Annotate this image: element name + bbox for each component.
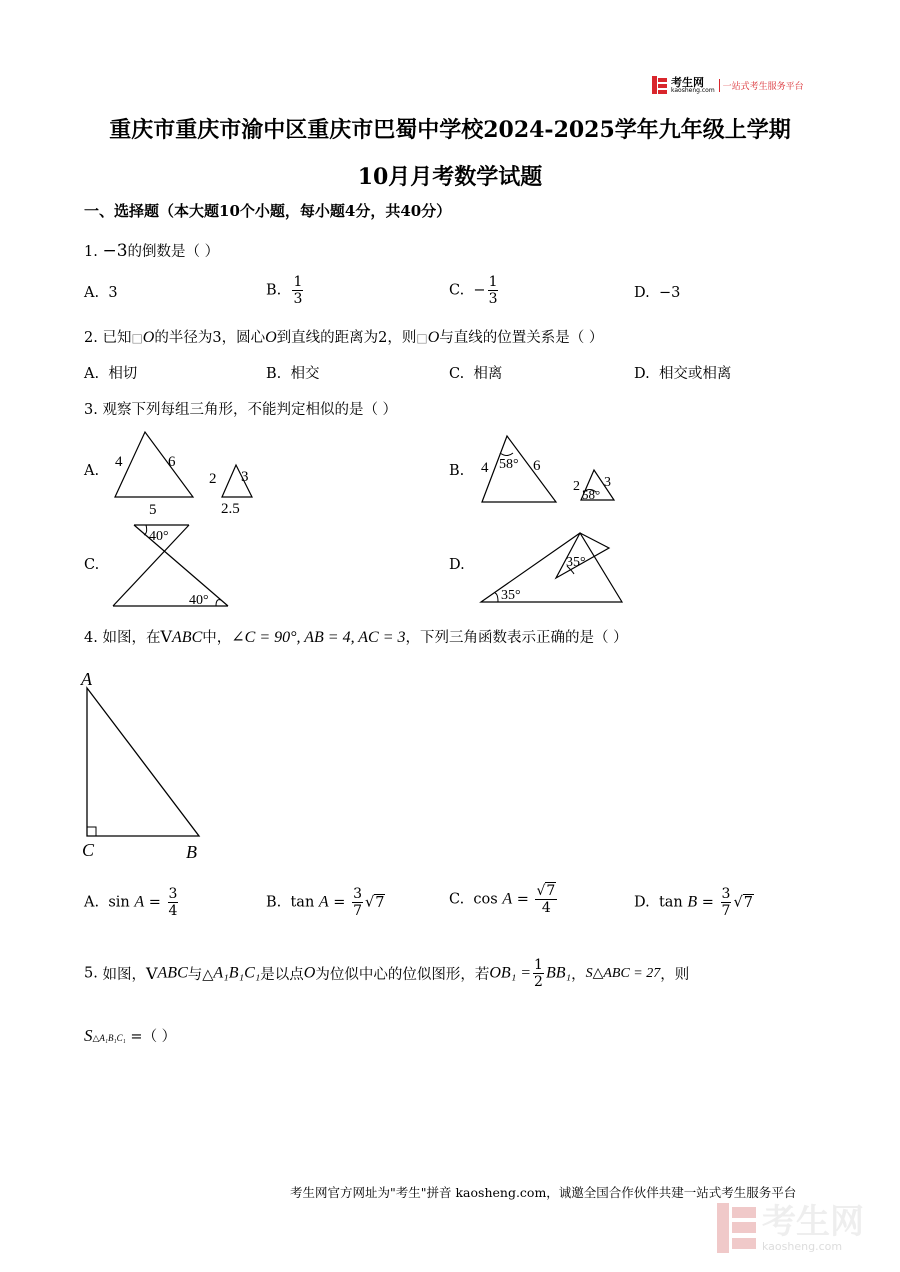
equals: = <box>516 891 529 908</box>
angle-arc <box>495 593 498 602</box>
q1-text: 的倒数是（ ） <box>127 244 220 260</box>
q3-number: 3. <box>84 402 98 418</box>
triangle-symbol: V <box>160 627 173 646</box>
logo-brand: 考生网 <box>671 75 704 89</box>
section-heading: 一、选择题（本大题10个小题，每小题4分，共40分） <box>84 202 452 220</box>
option-label: D. <box>634 894 650 911</box>
q4-text-1: 如图，在 <box>102 630 161 646</box>
area-symbol: S <box>84 1026 93 1045</box>
circle-symbol: □ <box>131 331 143 345</box>
watermark-domain: kaosheng.com <box>762 1239 843 1253</box>
option-label: C. <box>449 282 465 299</box>
footer-text: 考生网官方网址为"考生"拼音 kaosheng.com，诚邀全国合作伙伴共建一站式考生服务平台 <box>290 1185 797 1200</box>
q1-option-c[interactable] <box>449 275 500 306</box>
option-label: D. <box>634 285 650 301</box>
option-label: B. <box>266 894 282 911</box>
option-value: 相交 <box>290 366 320 382</box>
var-o: O <box>427 329 440 346</box>
question-1 <box>84 240 219 261</box>
q5-text-6: ，则 <box>660 967 690 983</box>
side-label: 2.5 <box>221 501 240 517</box>
q2-number: 2. <box>84 330 98 346</box>
logo-domain: kaosheng.com <box>671 86 715 94</box>
q4-text-2: 中， <box>202 630 232 646</box>
minus-sign: − <box>473 282 486 299</box>
triangle-symbol: V <box>145 964 158 983</box>
sqrt: √7 <box>364 894 385 911</box>
right-triangle <box>87 688 199 836</box>
question-3 <box>84 398 397 419</box>
side-label: 2 <box>573 479 580 494</box>
area-abc: S△ABC = 27 <box>585 966 661 981</box>
q5-text-4: 为位似中心的位似图形，若 <box>315 967 490 983</box>
q3-option-b[interactable]: B. <box>449 463 465 479</box>
fraction: $\frac{3}{7}$ <box>353 886 362 919</box>
kaosheng-logo <box>652 76 804 94</box>
angle-label: 40° <box>189 593 209 608</box>
q2-option-b[interactable] <box>266 362 319 383</box>
question-5 <box>84 958 689 989</box>
option-label: C. <box>449 891 465 908</box>
side-label: 3 <box>604 475 611 490</box>
option-label: A. <box>84 285 100 301</box>
q4-option-d[interactable] <box>634 887 754 918</box>
fraction: $\frac{√7}{4}$ <box>536 883 556 916</box>
var-o: O <box>303 964 316 982</box>
q2-text-2: 的半径为3，圆心 <box>154 330 266 346</box>
q4-option-b[interactable] <box>266 887 385 918</box>
q1-number: 1. <box>84 244 98 260</box>
q2-text-1: 已知 <box>102 330 132 346</box>
option-label: D. <box>634 366 650 382</box>
trig-fn: cos <box>473 891 498 908</box>
var-abc: ABC <box>157 964 188 982</box>
q5-text-5: ， <box>571 967 586 983</box>
side-label: 4 <box>481 460 489 476</box>
big-triangle <box>115 432 193 497</box>
q2-text-3: 到直线的距离为2，则 <box>276 330 417 346</box>
vertex-label: C <box>82 840 95 860</box>
var-bb1: BB₁ <box>545 964 572 982</box>
trig-fn: tan <box>658 894 683 911</box>
side-label: 2 <box>209 471 217 487</box>
angle-label: 58° <box>499 457 519 472</box>
option-value: 相切 <box>108 366 138 382</box>
var-ob1: OB₁ = <box>489 964 532 982</box>
angle-label: 58° <box>582 487 601 502</box>
side-label: 5 <box>149 502 157 518</box>
option-label: A. <box>84 894 100 911</box>
q3-option-d[interactable]: D. <box>449 557 465 573</box>
side-label: 4 <box>115 454 123 470</box>
q2-option-d[interactable] <box>634 362 731 383</box>
side-label: 6 <box>533 458 541 474</box>
big-triangle <box>482 436 556 502</box>
var: A <box>318 893 329 911</box>
right-angle-mark <box>87 827 96 836</box>
q1-option-a[interactable] <box>84 285 118 301</box>
fraction: $\frac{1}{3}$ <box>488 274 498 307</box>
var: A <box>134 893 145 911</box>
q3-figure-b <box>470 430 630 510</box>
q5-text-1: 如图， <box>102 967 146 983</box>
option-value: 3 <box>108 285 118 301</box>
option-label: B. <box>266 366 282 382</box>
option-label: B. <box>266 282 282 299</box>
q4-figure <box>78 666 213 866</box>
q3-figure-a <box>105 425 265 520</box>
angle-label: 40° <box>149 529 169 544</box>
q3-option-a[interactable]: A. <box>84 463 100 479</box>
q5-number: 5. <box>84 965 98 982</box>
equals: = <box>333 894 346 911</box>
option-label: C. <box>449 366 465 382</box>
q2-text-4: 与直线的位置关系是（ ） <box>439 330 604 346</box>
q4-condition: ∠C = 90°, AB = 4, AC = 3 <box>231 629 406 646</box>
q4-text-3: ，下列三角函数表示正确的是（ ） <box>405 630 628 646</box>
kaosheng-logo-icon <box>652 76 668 94</box>
trig-fn: tan <box>290 894 315 911</box>
q3-figure-d <box>476 528 626 608</box>
q3-option-c[interactable]: C. <box>84 557 100 573</box>
var-o: O <box>142 329 155 346</box>
fraction: $\frac{3}{4}$ <box>168 886 178 919</box>
fraction: $\frac{1}{3}$ <box>293 274 303 307</box>
title-line-1: 重庆市重庆市渝中区重庆市巴蜀中学校2024-2025学年九年级上学期 <box>109 117 791 143</box>
angle-arc <box>500 453 513 456</box>
sqrt: √7 <box>733 894 753 911</box>
side-label: 6 <box>168 454 176 470</box>
var-a1b1c1: A₁B₁C₁ <box>213 964 261 982</box>
fraction-half: $\frac{1}{2}$ <box>534 957 543 990</box>
var-o: O <box>265 329 277 346</box>
question-2 <box>84 326 603 347</box>
area-subscript: △A₁B₁C₁ <box>92 1033 126 1043</box>
q3-text: 观察下列每组三角形，不能判定相似的是（ ） <box>102 402 398 418</box>
q5-blank: =（ ） <box>130 1029 177 1045</box>
option-value: 相离 <box>473 366 503 382</box>
q1-option-d[interactable] <box>634 285 680 301</box>
vertex-label: A <box>81 669 92 689</box>
angle-label: 35° <box>501 588 521 603</box>
circle-symbol: □ <box>416 331 428 345</box>
q4-option-c[interactable] <box>449 884 559 915</box>
q3-figure-c <box>108 520 238 612</box>
var: A <box>502 890 513 908</box>
title-line-2: 10月月考数学试题 <box>357 164 543 190</box>
q2-option-a[interactable] <box>84 362 137 383</box>
angle-arc <box>216 600 221 606</box>
kaosheng-watermark <box>717 1203 864 1253</box>
var-abc: ABC <box>172 629 203 646</box>
trig-fn: sin <box>108 894 130 911</box>
question-4 <box>84 626 628 647</box>
var: B <box>687 893 698 911</box>
q2-option-c[interactable] <box>449 362 502 383</box>
watermark-logo-icon <box>717 1203 757 1253</box>
vertex-label: B <box>186 842 197 862</box>
q5-text-3: 是以点 <box>260 967 304 983</box>
option-value: −3 <box>658 285 681 301</box>
logo-slogan: 一站式考生服务平台 <box>719 79 804 92</box>
q1-neg3: −3 <box>102 241 128 261</box>
q1-option-b[interactable] <box>266 275 305 306</box>
side-label: 3 <box>241 469 249 485</box>
equals: = <box>148 894 161 911</box>
fraction: $\frac{3}{7}$ <box>721 886 731 919</box>
option-value: 相交或相离 <box>658 366 732 382</box>
q4-number: 4. <box>84 630 98 646</box>
q5-text-2: 与△ <box>187 967 214 983</box>
equals: = <box>701 894 714 911</box>
q4-option-a[interactable] <box>84 887 180 918</box>
question-5-line-2 <box>84 1025 176 1046</box>
angle-label: 35° <box>566 555 586 570</box>
watermark-brand: 考生网 <box>762 1201 864 1242</box>
option-label: A. <box>84 366 100 382</box>
